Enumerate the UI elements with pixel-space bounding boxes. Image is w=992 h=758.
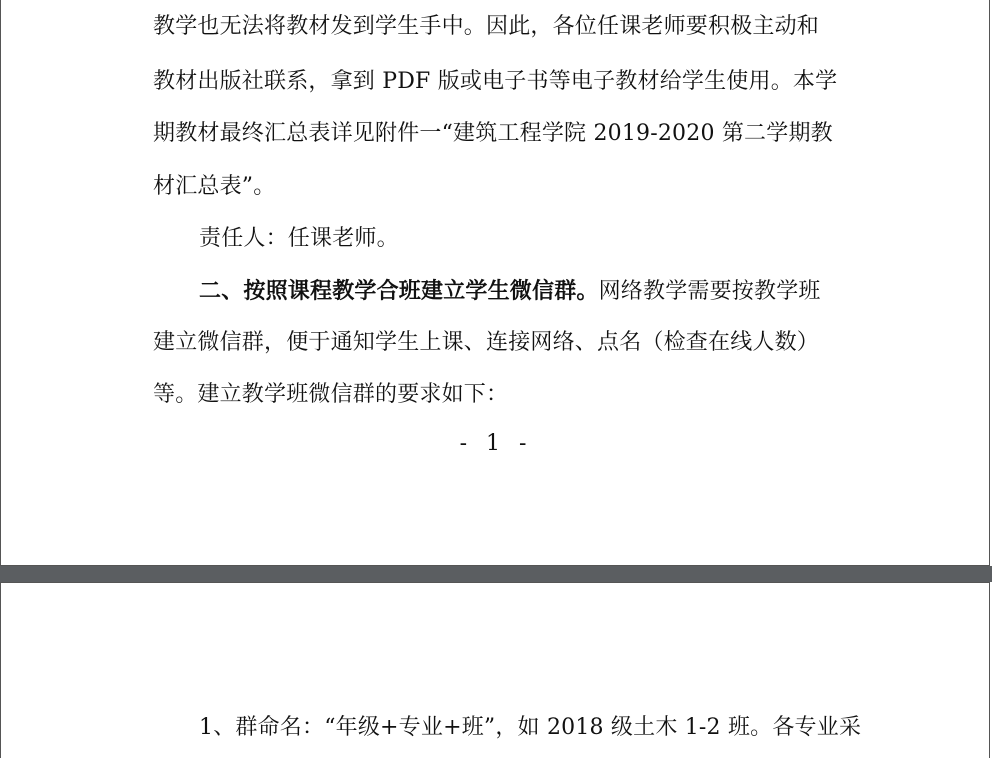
paragraph-line: 教学也无法将教材发到学生手中。因此，各位任课老师要积极主动和 xyxy=(153,14,820,39)
document-page-2 xyxy=(0,582,990,758)
page-separator xyxy=(0,566,992,582)
paragraph-line: 期教材最终汇总表详见附件一“建筑工程学院 2019-2020 第二学期教 xyxy=(153,121,833,146)
paragraph-line: 教材出版社联系，拿到 PDF 版或电子书等电子教材给学生使用。本学 xyxy=(153,69,838,94)
paragraph-line: 建立微信群，便于通知学生上课、连接网络、点名（检查在线人数） xyxy=(153,330,820,355)
section-2-text: 网络教学需要按教学班 xyxy=(598,279,821,304)
section-2-first-line xyxy=(199,278,821,305)
paragraph-line: 等。建立教学班微信群的要求如下： xyxy=(153,382,509,407)
list-item-line: 1、群命名：“年级+专业+班”，如 2018 级土木 1-2 班。各专业采 xyxy=(199,715,862,740)
responsible-person-line: 责任人：任课老师。 xyxy=(199,226,399,251)
page-number: - 1 - xyxy=(459,431,533,456)
section-2-heading: 二、按照课程教学合班建立学生微信群。 xyxy=(199,278,599,304)
paragraph-line: 材汇总表”。 xyxy=(153,174,276,199)
